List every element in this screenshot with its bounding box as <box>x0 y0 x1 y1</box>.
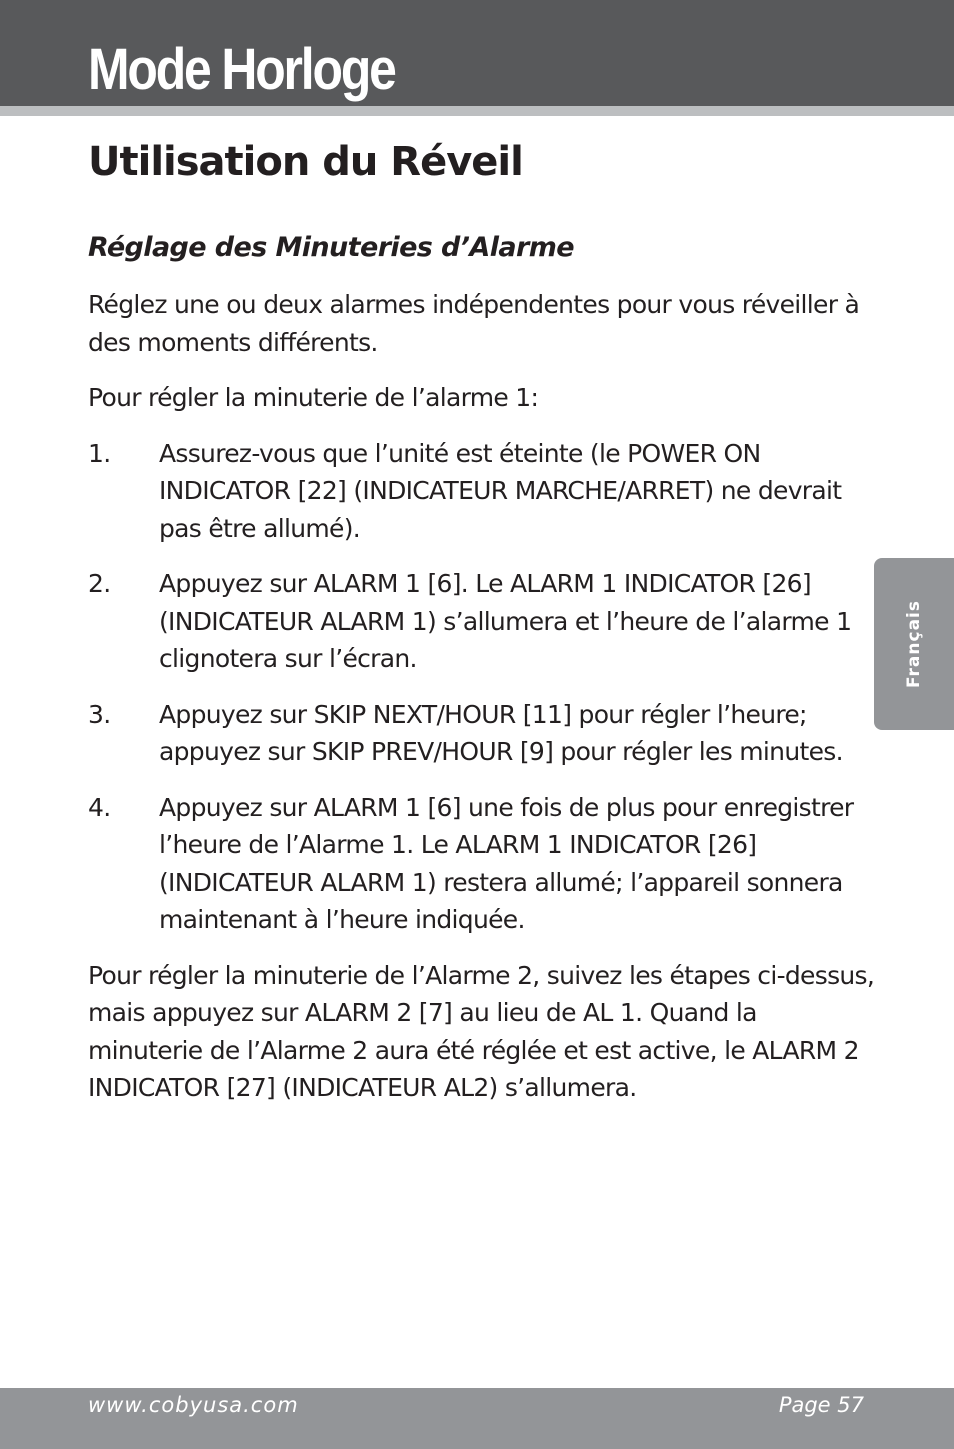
body-content <box>88 286 878 1125</box>
step-text: Appuyez sur ALARM 1 [6]. Le ALARM 1 INDICATOR [26] (INDICATEUR ALARM 1) s’allumera et l’heure de l’alarme 1 clignotera sur l’écran. <box>159 569 852 673</box>
step-number: 4. <box>88 792 111 822</box>
language-tab-label: Français <box>904 600 924 688</box>
footer-page-number: Page 57 <box>778 1393 864 1417</box>
step-item <box>88 435 878 548</box>
steps-list <box>88 435 878 939</box>
alarm1-lead: Pour régler la minuterie de l’alarme 1: <box>88 383 539 412</box>
section-heading: Utilisation du Réveil <box>88 139 523 185</box>
step-text: Appuyez sur ALARM 1 [6] une fois de plus pour enregistrer l’heure de l’Alarme 1. Le ALARM 1 INDICATOR [26] (INDICATEUR ALARM 1) restera allumé; l’appareil sonnera maintenant à l’heure indiquée. <box>159 792 854 934</box>
step-text: Assurez-vous que l’unité est éteinte (le POWER ON INDICATOR [22] (INDICATEUR MARCHE/ARRET) ne devrait pas être allumé). <box>159 438 842 543</box>
step-text: Appuyez sur SKIP NEXT/HOUR [11] pour régler l’heure; appuyez sur SKIP PREV/HOUR [9] pour régler les minutes. <box>159 699 843 766</box>
step-number: 1. <box>88 438 111 468</box>
sub-heading: Réglage des Minuteries d’Alarme <box>88 232 574 263</box>
alarm2-paragraph: Pour régler la minuterie de l’Alarme 2, suivez les étapes ci-dessus, mais appuyez sur ALARM 2 [7] au lieu de AL 1. Quand la minuterie de l’Alarme 2 aura été réglée et est active, le ALARM 2 INDICATOR [27] (INDICATEUR AL2) s’allumera. <box>88 960 875 1102</box>
intro-paragraph: Réglez une ou deux alarmes indépendentes pour vous réveiller à des moments différents. <box>88 290 860 357</box>
step-item <box>88 696 878 771</box>
page-title: Mode Horloge <box>88 37 395 102</box>
step-number: 2. <box>88 569 111 598</box>
step-number: 3. <box>88 699 111 729</box>
footer-url: www.cobyusa.com <box>88 1393 299 1417</box>
step-item <box>88 565 878 678</box>
step-item <box>88 789 878 939</box>
language-tab <box>874 558 954 730</box>
